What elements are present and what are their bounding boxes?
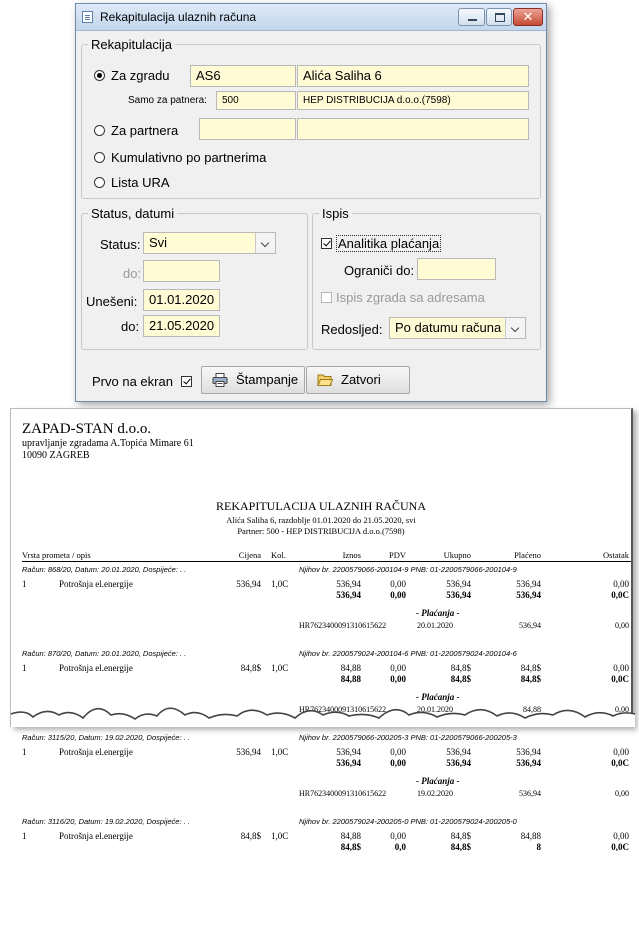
radio-dot[interactable] bbox=[94, 177, 105, 188]
line-cijena: 536,94 bbox=[236, 747, 261, 757]
line-placeno: 536,94 bbox=[516, 747, 541, 757]
line-kolicina: 1,0C bbox=[271, 831, 289, 841]
line-number: 1 bbox=[22, 663, 27, 673]
sum-ostatak: 0,0C bbox=[611, 842, 629, 852]
sum-placeno: 84,8$ bbox=[520, 674, 541, 684]
redoslijed-select[interactable] bbox=[389, 317, 526, 339]
sum-ostatak: 0,0C bbox=[611, 674, 629, 684]
torn-edge bbox=[11, 409, 635, 727]
line-ukupno: 536,94 bbox=[446, 747, 471, 757]
za-partnera-label: Za partnera bbox=[111, 123, 179, 138]
line-number: 1 bbox=[22, 831, 27, 841]
placanja-heading: - Plaćanja - bbox=[416, 776, 460, 786]
sum-placeno: 536,94 bbox=[516, 758, 541, 768]
sum-ostatak: 0,0C bbox=[611, 758, 629, 768]
uneseni-do-label: do: bbox=[121, 319, 140, 334]
column-header: Kol. bbox=[271, 550, 286, 560]
lista-ura-label: Lista URA bbox=[111, 175, 170, 190]
minimize-button[interactable] bbox=[458, 8, 485, 26]
rekapitulacija-legend: Rekapitulacija bbox=[91, 37, 172, 52]
rekapitulacija-dialog bbox=[75, 3, 547, 402]
maximize-button[interactable] bbox=[486, 8, 512, 26]
invoice-header: Račun: 3115/20, Datum: 19.02.2020, Dospijeće: . . bbox=[22, 733, 190, 742]
samo-za-patnera-label: Samo za patnera: bbox=[128, 95, 207, 106]
status-label: Status: bbox=[100, 237, 141, 252]
uneseni-label: Unešeni: bbox=[86, 294, 138, 309]
zgrada-adrese-label: Ispis zgrada sa adresama bbox=[336, 290, 485, 305]
sum-ostatak: 0,0C bbox=[611, 590, 629, 600]
ograniči-label: Ograniči do: bbox=[344, 263, 415, 278]
close-icon: ✕ bbox=[522, 9, 534, 24]
placanja-heading: - Plaćanja - bbox=[416, 692, 460, 702]
partner-name-input[interactable] bbox=[297, 118, 529, 140]
payment-ostatak: 0,00 bbox=[615, 705, 629, 714]
line-placeno: 536,94 bbox=[516, 579, 541, 589]
uneseni-to-input[interactable]: 21.05.2020 bbox=[143, 315, 220, 337]
column-header: Plaćeno bbox=[514, 550, 541, 560]
patner-name-input[interactable]: HEP DISTRIBUCIJA d.o.o.(7598) bbox=[297, 91, 529, 110]
radio-lista-ura[interactable] bbox=[94, 175, 170, 190]
radio-kumulativno[interactable] bbox=[94, 150, 266, 165]
sum-iznos: 84,88 bbox=[340, 674, 361, 684]
payment-iban: HR7623400091310615622 bbox=[299, 789, 387, 798]
column-header: PDV bbox=[388, 550, 406, 560]
radio-dot[interactable] bbox=[94, 125, 105, 136]
invoice-reference: Njihov br. 2200579024-200205-0 PNB: 01-2200579024-200205-0 bbox=[299, 817, 517, 826]
za-zgradu-label: Za zgradu bbox=[111, 68, 170, 83]
line-number: 1 bbox=[22, 747, 27, 757]
sum-pdv: 0,00 bbox=[390, 590, 406, 600]
company-name: ZAPAD-STAN d.o.o. bbox=[22, 421, 152, 437]
invoice-header: Račun: 3116/20, Datum: 19.02.2020, Dospijeće: . . bbox=[22, 817, 190, 826]
report-title: REKAPITULACIJA ULAZNIH RAČUNA bbox=[216, 499, 426, 513]
invoice-reference: Njihov br. 2200579024-200104-6 PNB: 01-2200579024-200104-6 bbox=[299, 649, 517, 658]
patner-code-input[interactable]: 500 bbox=[216, 91, 296, 110]
sum-ukupno: 84,8$ bbox=[450, 674, 471, 684]
analitika-label: Analitika plaćanja bbox=[338, 236, 440, 251]
invoice-reference: Njihov br. 2200579066-200104-9 PNB: 01-2200579066-200104-9 bbox=[299, 565, 517, 574]
line-pdv: 0,00 bbox=[390, 663, 406, 673]
line-description: Potrošnja el.energije bbox=[59, 831, 133, 841]
line-ostatak: 0,00 bbox=[613, 747, 629, 757]
folder-icon bbox=[317, 373, 333, 387]
zgrada-adrese-checkbox[interactable] bbox=[321, 290, 485, 305]
line-ukupno: 84,8$ bbox=[450, 831, 471, 841]
line-iznos: 84,88 bbox=[340, 663, 361, 673]
line-pdv: 0,00 bbox=[390, 579, 406, 589]
line-iznos: 84,88 bbox=[340, 831, 361, 841]
report-subtitle-2: Partner: 500 - HEP DISTRIBUCIJA d.o.o.(7598) bbox=[237, 526, 405, 536]
checkbox-checked-icon[interactable] bbox=[321, 238, 332, 249]
chevron-down-icon[interactable] bbox=[255, 233, 275, 253]
line-iznos: 536,94 bbox=[336, 579, 361, 589]
line-placeno: 84,88 bbox=[520, 831, 541, 841]
radio-dot-selected[interactable] bbox=[94, 70, 105, 81]
line-number: 1 bbox=[22, 579, 27, 589]
analitika-checkbox[interactable] bbox=[321, 236, 441, 251]
company-city: 10090 ZAGREB bbox=[22, 450, 90, 461]
redoslijed-value: Po datumu računa bbox=[395, 320, 502, 335]
payment-amount: 536,94 bbox=[519, 789, 541, 798]
sum-ukupno: 536,94 bbox=[446, 590, 471, 600]
column-header: Vrsta prometa / opis bbox=[22, 550, 91, 560]
title-bar[interactable] bbox=[76, 4, 546, 31]
line-ostatak: 0,00 bbox=[613, 579, 629, 589]
line-description: Potrošnja el.energije bbox=[59, 663, 133, 673]
status-do-label: do: bbox=[123, 266, 142, 281]
line-ostatak: 0,00 bbox=[613, 663, 629, 673]
payment-amount: 84,88 bbox=[523, 705, 541, 714]
status-datumi-legend: Status, datumi bbox=[91, 206, 175, 221]
kumulativno-label: Kumulativno po partnerima bbox=[111, 150, 267, 165]
line-cijena: 84,8$ bbox=[240, 831, 261, 841]
line-pdv: 0,00 bbox=[390, 831, 406, 841]
column-header: Iznos bbox=[342, 550, 361, 560]
report-preview bbox=[10, 408, 633, 852]
app-icon bbox=[82, 11, 93, 23]
company-sub: upravljanje zgradama A.Topića Mimare 61 bbox=[22, 438, 194, 449]
zatvori-button[interactable] bbox=[306, 366, 410, 394]
stampanje-label: Štampanje bbox=[236, 372, 299, 387]
chevron-down-icon[interactable] bbox=[505, 318, 525, 338]
line-kolicina: 1,0C bbox=[271, 747, 289, 757]
invoice-header: Račun: 868/20, Datum: 20.01.2020, Dospijeće: . . bbox=[22, 565, 187, 574]
sum-ukupno: 536,94 bbox=[446, 758, 471, 768]
redoslijed-label: Redosljed: bbox=[321, 322, 383, 337]
close-button[interactable] bbox=[513, 8, 543, 26]
line-kolicina: 1,0C bbox=[271, 579, 289, 589]
invoice-reference: Njihov br. 2200579066-200205-3 PNB: 01-2200579066-200205-3 bbox=[299, 733, 517, 742]
line-ostatak: 0,00 bbox=[613, 831, 629, 841]
line-description: Potrošnja el.energije bbox=[59, 747, 133, 757]
window-title: Rekapitulacija ulaznih računa bbox=[100, 10, 257, 24]
radio-za-partnera[interactable] bbox=[94, 123, 178, 138]
payment-ostatak: 0,00 bbox=[615, 789, 629, 798]
line-cijena: 536,94 bbox=[236, 579, 261, 589]
sum-placeno: 536,94 bbox=[516, 590, 541, 600]
sum-iznos: 84,8$ bbox=[340, 842, 361, 852]
payment-ostatak: 0,00 bbox=[615, 621, 629, 630]
line-cijena: 84,8$ bbox=[240, 663, 261, 673]
payment-iban: HR7623400091310615622 bbox=[299, 621, 387, 630]
column-header: Ostatak bbox=[603, 550, 629, 560]
checkbox-disabled-icon[interactable] bbox=[321, 292, 332, 303]
line-pdv: 0,00 bbox=[390, 747, 406, 757]
zgrada-code-input[interactable]: AS6 bbox=[190, 65, 296, 87]
prvo-na-ekran-label: Prvo na ekran bbox=[92, 374, 173, 389]
sum-pdv: 0,00 bbox=[390, 758, 406, 768]
line-ukupno: 536,94 bbox=[446, 579, 471, 589]
column-header: Cijena bbox=[238, 550, 261, 560]
zatvori-label: Zatvori bbox=[341, 372, 381, 387]
status-value: Svi bbox=[149, 235, 168, 250]
line-kolicina: 1,0C bbox=[271, 663, 289, 673]
line-ukupno: 84,8$ bbox=[450, 663, 471, 673]
printer-icon bbox=[212, 373, 228, 387]
invoice-header: Račun: 870/20, Datum: 20.01.2020, Dospijeće: . . bbox=[22, 649, 187, 658]
sum-iznos: 536,94 bbox=[336, 758, 361, 768]
zgrada-name-input[interactable]: Alića Saliha 6 bbox=[297, 65, 529, 87]
status-select[interactable] bbox=[143, 232, 276, 254]
checkbox-checked-icon[interactable] bbox=[181, 376, 192, 387]
payment-date: 19.02.2020 bbox=[417, 789, 453, 798]
line-description: Potrošnja el.energije bbox=[59, 579, 133, 589]
radio-dot[interactable] bbox=[94, 152, 105, 163]
radio-za-zgradu[interactable] bbox=[94, 68, 170, 83]
column-header: Ukupno bbox=[443, 550, 471, 560]
sum-ukupno: 84,8$ bbox=[450, 842, 471, 852]
placanja-heading: - Plaćanja - bbox=[416, 608, 460, 618]
status-do-input[interactable] bbox=[143, 260, 220, 282]
stampanje-button[interactable] bbox=[201, 366, 305, 394]
sum-iznos: 536,94 bbox=[336, 590, 361, 600]
payment-iban: HR7623400091310615622 bbox=[299, 705, 387, 714]
payment-date: 20.01.2020 bbox=[417, 705, 453, 714]
report-subtitle-1: Alića Saliha 6, razdoblje 01.01.2020 do 21.05.2020, svi bbox=[226, 515, 416, 525]
line-placeno: 84,8$ bbox=[520, 663, 541, 673]
sum-placeno: 8 bbox=[536, 842, 541, 852]
uneseni-from-input[interactable]: 01.01.2020 bbox=[143, 289, 220, 311]
prvo-na-ekran-checkbox[interactable] bbox=[92, 374, 196, 389]
payment-date: 20.01.2020 bbox=[417, 621, 453, 630]
ispis-legend: Ispis bbox=[322, 206, 349, 221]
sum-pdv: 0,00 bbox=[390, 674, 406, 684]
payment-amount: 536,94 bbox=[519, 621, 541, 630]
sum-pdv: 0,0 bbox=[394, 842, 406, 852]
line-iznos: 536,94 bbox=[336, 747, 361, 757]
partner-code-input[interactable] bbox=[199, 118, 296, 140]
ograniči-input[interactable] bbox=[417, 258, 496, 280]
